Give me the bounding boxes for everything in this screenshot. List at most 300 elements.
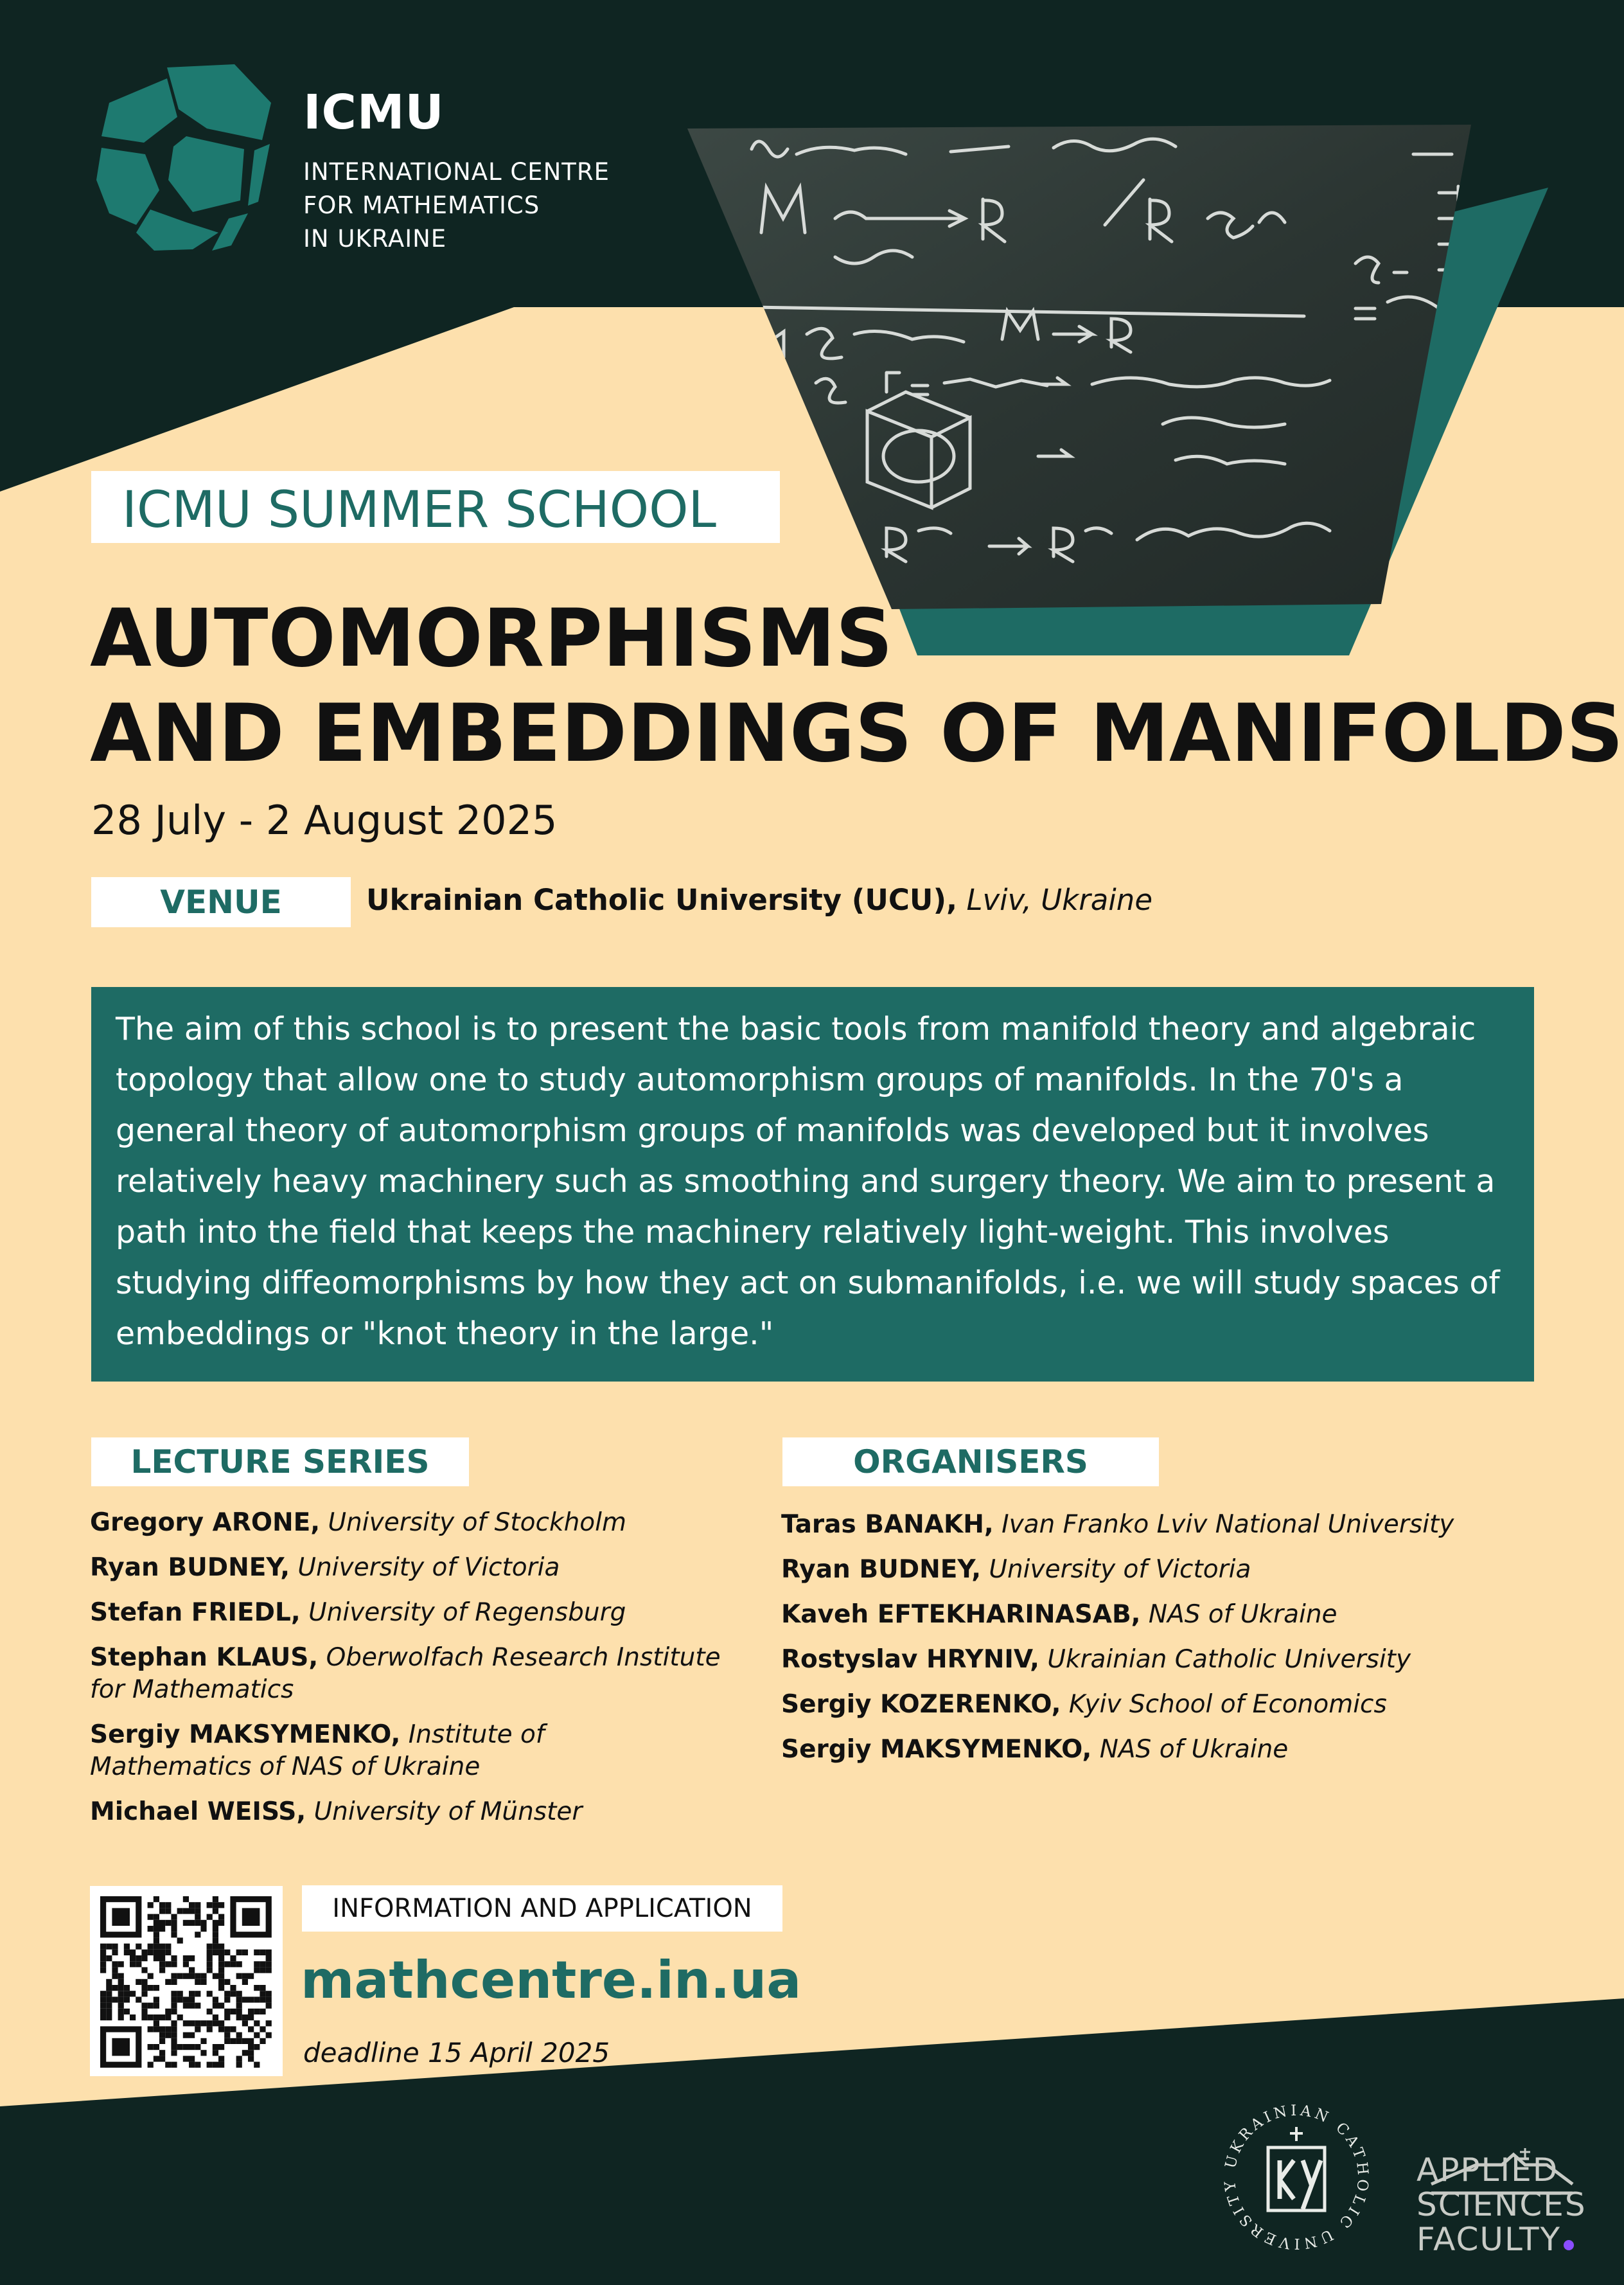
qr-module <box>154 2003 159 2009</box>
qr-module <box>248 2009 254 2014</box>
person-name: Gregory ARONE, <box>90 1508 321 1537</box>
qr-module <box>266 1950 272 1955</box>
qr-module <box>154 1950 159 1955</box>
qr-module <box>254 2062 260 2068</box>
qr-module <box>148 2026 154 2032</box>
qr-module <box>118 1961 124 1967</box>
qr-module <box>171 1991 177 1996</box>
qr-module <box>195 2026 200 2032</box>
person-affiliation: NAS of Ukraine <box>1099 1735 1289 1764</box>
qr-module <box>148 1950 154 1955</box>
qr-module <box>124 1944 130 1950</box>
person-affiliation: University of Münster <box>313 1797 583 1826</box>
asf-text-word: FACULTY <box>1417 2221 1562 2258</box>
qr-module <box>189 2044 195 2050</box>
qr-module <box>218 1950 224 1955</box>
qr-module <box>154 2020 159 2026</box>
qr-module <box>159 1967 165 1973</box>
qr-module <box>124 2009 130 2014</box>
qr-module <box>260 2038 265 2044</box>
qr-module <box>112 1985 118 1991</box>
qr-module <box>148 1902 154 1908</box>
qr-module <box>200 2050 206 2056</box>
list-item <box>781 1644 1552 1676</box>
qr-module <box>141 1967 147 1973</box>
qr-module <box>159 2038 165 2044</box>
qr-module <box>154 1996 159 2002</box>
qr-module <box>207 1967 213 1973</box>
list-item <box>781 1509 1552 1541</box>
qr-module <box>136 1961 141 1967</box>
qr-module <box>154 1920 159 1926</box>
school-label: ICMU SUMMER SCHOOL <box>122 481 716 539</box>
qr-module <box>148 1985 154 1991</box>
ucu-logo-icon <box>1215 2096 1377 2258</box>
list-item <box>90 1507 764 1539</box>
qr-module <box>213 2062 218 2068</box>
qr-module <box>141 2009 147 2014</box>
qr-module <box>224 2032 230 2038</box>
qr-module <box>171 1932 177 1937</box>
list-item <box>90 1552 764 1584</box>
qr-module <box>106 2003 112 2009</box>
qr-module <box>224 1979 230 1985</box>
qr-module <box>242 2020 248 2026</box>
qr-module <box>213 2014 218 2020</box>
qr-module <box>254 1967 260 1973</box>
qr-module <box>236 2003 242 2009</box>
qr-module <box>183 1908 189 1914</box>
qr-module <box>213 1902 218 1908</box>
qr-module <box>106 1996 112 2002</box>
website-link[interactable]: mathcentre.in.ua <box>301 1950 802 2010</box>
qr-module <box>159 1944 165 1950</box>
qr-module <box>130 1961 136 1967</box>
qr-module <box>183 1996 189 2002</box>
qr-module <box>213 2050 218 2056</box>
qr-module <box>254 1950 260 1955</box>
qr-module <box>141 2014 147 2020</box>
qr-module <box>200 1979 206 1985</box>
qr-module <box>189 2032 195 2038</box>
qr-module <box>183 2056 189 2061</box>
qr-module <box>189 1955 195 1961</box>
title-line: AUTOMORPHISMS <box>90 592 893 685</box>
qr-module <box>260 1950 265 1955</box>
qr-module <box>171 2020 177 2026</box>
asf-text-line <box>1417 2221 1574 2258</box>
deadline-text: deadline 15 April 2025 <box>303 2037 610 2068</box>
qr-module <box>171 1955 177 1961</box>
qr-module <box>242 1996 248 2002</box>
lecture-series-heading-box <box>91 1437 469 1486</box>
qr-module <box>218 1944 224 1950</box>
aim-paragraph: The aim of this school is to present the basic tools from manifold theory and algebraic topology that allow one to study automorphism groups of manifolds. In the 70's a general theory of automorphism groups of manifolds was developed but it involves relatively heavy machinery such as smoothing and surgery theory. We aim to present a path into the field that keeps the machinery relatively light-weight. This involves studying diffeomorphisms by how they act on submanifolds, i.e. we will study spaces of embeddings or "knot theory in the large." <box>116 1011 1500 1352</box>
person-name: Ryan BUDNEY, <box>781 1555 982 1584</box>
qr-module <box>266 2003 272 2009</box>
qr-module <box>171 2038 177 2044</box>
qr-module <box>183 1920 189 1926</box>
list-item <box>90 1796 764 1828</box>
qr-module <box>141 1955 147 1961</box>
qr-module <box>195 1908 200 1914</box>
qr-module <box>148 2003 154 2009</box>
qr-module <box>100 1967 106 1973</box>
qr-module <box>224 1996 230 2002</box>
qr-module <box>165 2032 171 2038</box>
qr-module <box>100 1961 106 1967</box>
qr-module <box>213 1926 218 1932</box>
qr-module <box>207 2062 213 2068</box>
qr-module <box>141 1985 147 1991</box>
qr-finder-inner <box>112 1908 130 1926</box>
qr-module <box>207 1991 213 1996</box>
qr-module <box>218 2056 224 2061</box>
person-affiliation: Kyiv School of Economics <box>1068 1690 1387 1719</box>
qr-module <box>148 1926 154 1932</box>
qr-module <box>106 1944 112 1950</box>
qr-module <box>171 2062 177 2068</box>
qr-module <box>254 1985 260 1991</box>
qr-module <box>218 1985 224 1991</box>
qr-module <box>112 1973 118 1979</box>
icmu-logo-icon <box>96 64 276 257</box>
qr-module <box>242 1973 248 1979</box>
qr-module <box>118 2014 124 2020</box>
qr-module <box>130 1991 136 1996</box>
ucu-ring-text: UKRAINIAN CATHOLIC UNIVERSITY <box>1221 2102 1372 2252</box>
qr-module <box>159 2056 165 2061</box>
qr-module <box>100 1991 106 1996</box>
qr-module <box>260 1996 265 2002</box>
qr-module <box>106 1955 112 1961</box>
qr-module <box>254 1996 260 2002</box>
qr-module <box>118 2009 124 2014</box>
qr-module <box>260 1991 265 1996</box>
person-affiliation: Ivan Franko Lviv National University <box>1002 1510 1454 1539</box>
qr-module <box>189 1973 195 1979</box>
qr-module <box>195 1920 200 1926</box>
qr-module <box>224 1961 230 1967</box>
qr-module <box>183 2044 189 2050</box>
qr-module <box>218 1914 224 1920</box>
organisers-list <box>781 1509 1552 1779</box>
qr-module <box>183 2032 189 2038</box>
qr-module <box>189 1908 195 1914</box>
qr-module <box>195 1902 200 1908</box>
qr-module <box>248 2044 254 2050</box>
venue-text <box>366 883 1152 917</box>
qr-module <box>213 1896 218 1902</box>
qr-module <box>106 1985 112 1991</box>
qr-module <box>207 1961 213 1967</box>
qr-module <box>224 2038 230 2044</box>
list-item <box>90 1719 694 1783</box>
qr-module <box>148 2044 154 2050</box>
qr-module <box>230 2009 236 2014</box>
qr-module <box>236 1991 242 1996</box>
qr-module <box>100 2009 106 2014</box>
qr-module <box>177 1991 183 1996</box>
qr-module <box>171 1979 177 1985</box>
qr-module <box>141 1991 147 1996</box>
qr-module <box>148 2014 154 2020</box>
qr-module <box>218 1961 224 1967</box>
qr-module <box>213 1932 218 1937</box>
qr-module <box>171 2003 177 2009</box>
qr-module <box>112 1967 118 1973</box>
qr-module <box>171 1914 177 1920</box>
page-title <box>90 591 1623 781</box>
qr-module <box>154 1932 159 1937</box>
lecturers-list <box>90 1507 764 1841</box>
qr-module <box>177 2014 183 2020</box>
qr-module <box>224 1991 230 1996</box>
qr-module <box>136 1955 141 1961</box>
qr-module <box>248 2038 254 2044</box>
qr-module <box>154 1937 159 1943</box>
title-line: AND EMBEDDINGS OF MANIFOLDS <box>90 688 1624 780</box>
qr-module <box>218 1979 224 1985</box>
qr-module <box>218 1967 224 1973</box>
qr-module <box>177 1937 183 1943</box>
qr-module <box>112 1950 118 1955</box>
qr-module <box>100 1955 106 1961</box>
qr-module <box>207 1914 213 1920</box>
qr-module <box>236 1950 242 1955</box>
person-name: Michael WEISS, <box>90 1797 306 1826</box>
qr-module <box>124 1996 130 2002</box>
qr-module <box>242 2050 248 2056</box>
qr-module <box>213 1937 218 1943</box>
qr-module <box>100 1944 106 1950</box>
qr-module <box>141 2003 147 2009</box>
qr-module <box>141 1950 147 1955</box>
qr-module <box>189 2020 195 2026</box>
qr-module <box>159 2032 165 2038</box>
qr-module <box>189 1920 195 1926</box>
person-affiliation: University of Stockholm <box>328 1508 626 1537</box>
qr-module <box>236 1961 242 1967</box>
qr-module <box>236 2009 242 2014</box>
qr-module <box>224 1950 230 1955</box>
qr-module <box>171 1996 177 2002</box>
qr-module <box>236 2062 242 2068</box>
qr-module <box>130 2014 136 2020</box>
qr-module <box>200 2038 206 2044</box>
qr-module <box>177 1996 183 2002</box>
qr-module <box>100 1996 106 2002</box>
qr-module <box>106 2014 112 2020</box>
qr-module <box>266 1996 272 2002</box>
school-label-box <box>91 471 780 543</box>
qr-module <box>254 2020 260 2026</box>
qr-module <box>207 2020 213 2026</box>
qr-module <box>136 1979 141 1985</box>
qr-module <box>189 1991 195 1996</box>
qr-module <box>230 1961 236 1967</box>
logo-line: FOR MATHEMATICS <box>303 191 540 219</box>
qr-module <box>159 2026 165 2032</box>
venue-label-box <box>91 877 351 927</box>
person-name: Rostyslav HRYNIV, <box>781 1645 1039 1674</box>
qr-module <box>260 1967 265 1973</box>
qr-module <box>230 2038 236 2044</box>
qr-module <box>154 1944 159 1950</box>
qr-module <box>159 1908 165 1914</box>
person-name: Sergiy KOZERENKO, <box>781 1690 1061 1719</box>
qr-module <box>248 1996 254 2002</box>
qr-module <box>154 1985 159 1991</box>
qr-module <box>207 1950 213 1955</box>
qr-module <box>106 2009 112 2014</box>
qr-module <box>242 2014 248 2020</box>
qr-module <box>124 1985 130 1991</box>
qr-module <box>112 1944 118 1950</box>
qr-module <box>200 1926 206 1932</box>
qr-module <box>207 1902 213 1908</box>
qr-module <box>165 1920 171 1926</box>
logo-full-name <box>303 156 610 256</box>
person-name: Stephan KLAUS, <box>90 1643 319 1672</box>
qr-module <box>218 2062 224 2068</box>
qr-module <box>159 1920 165 1926</box>
qr-module <box>171 2009 177 2014</box>
qr-module <box>218 2003 224 2009</box>
qr-module <box>183 1961 189 1967</box>
logo-short-name: ICMU <box>303 85 445 140</box>
qr-module <box>154 1955 159 1961</box>
qr-module <box>213 1996 218 2002</box>
qr-module <box>165 1902 171 1908</box>
qr-module <box>148 2062 154 2068</box>
qr-module <box>171 1973 177 1979</box>
svg-text:UKRAINIAN CATHOLIC UNIVERSITY <box>1222 2103 1372 2252</box>
qr-code-icon[interactable] <box>90 1886 283 2076</box>
qr-module <box>200 1973 206 1979</box>
qr-module <box>213 1950 218 1955</box>
qr-module <box>141 1979 147 1985</box>
qr-module <box>154 2026 159 2032</box>
qr-module <box>171 1926 177 1932</box>
qr-module <box>124 1991 130 1996</box>
asf-text-line: SCIENCES <box>1417 2186 1587 2223</box>
qr-module <box>236 1996 242 2002</box>
person-affiliation: Oberwolfach Research Institute for Mathematics <box>90 1643 721 1704</box>
qr-module <box>266 1991 272 1996</box>
qr-module <box>159 2050 165 2056</box>
qr-module <box>230 1985 236 1991</box>
qr-module <box>248 2014 254 2020</box>
qr-module <box>236 2032 242 2038</box>
qr-module <box>218 2044 224 2050</box>
qr-module <box>200 2020 206 2026</box>
qr-module <box>106 1991 112 1996</box>
qr-module <box>130 1950 136 1955</box>
qr-module <box>254 2032 260 2038</box>
qr-module <box>171 2044 177 2050</box>
organisers-heading: ORGANISERS <box>853 1443 1088 1480</box>
qr-module <box>254 1961 260 1967</box>
qr-module <box>266 1967 272 1973</box>
venue-label: VENUE <box>160 884 282 921</box>
qr-module <box>112 1961 118 1967</box>
qr-module <box>266 2032 272 2038</box>
person-name: Kaveh EFTEKHARINASAB, <box>781 1600 1141 1629</box>
qr-module <box>236 2056 242 2061</box>
qr-module <box>183 1955 189 1961</box>
qr-module <box>171 1920 177 1926</box>
qr-module <box>165 2014 171 2020</box>
organisers-heading-box <box>782 1437 1159 1486</box>
qr-finder-inner <box>112 2038 130 2056</box>
person-name: Ryan BUDNEY, <box>90 1553 290 1582</box>
qr-module <box>165 1979 171 1985</box>
qr-module <box>171 1961 177 1967</box>
qr-module <box>177 1908 183 1914</box>
qr-module <box>154 1896 159 1902</box>
qr-module <box>183 2020 189 2026</box>
qr-module <box>154 2056 159 2061</box>
qr-module <box>165 2026 171 2032</box>
person-name: Sergiy MAKSYMENKO, <box>90 1720 401 1749</box>
list-item <box>781 1689 1552 1721</box>
qr-module <box>266 2020 272 2026</box>
qr-module <box>159 1902 165 1908</box>
qr-module <box>177 2044 183 2050</box>
qr-module <box>130 1955 136 1961</box>
qr-module <box>260 2026 265 2032</box>
qr-module <box>213 1920 218 1926</box>
qr-module <box>195 1979 200 1985</box>
asf-dot-icon <box>1564 2240 1574 2250</box>
person-affiliation: Ukrainian Catholic University <box>1047 1645 1411 1674</box>
qr-module <box>224 2014 230 2020</box>
qr-module <box>242 1979 248 1985</box>
qr-module <box>189 1902 195 1908</box>
qr-module <box>195 2020 200 2026</box>
qr-module <box>154 2044 159 2050</box>
info-label-box <box>302 1885 782 1932</box>
qr-module <box>218 1955 224 1961</box>
qr-module <box>260 1961 265 1967</box>
qr-module <box>218 1920 224 1926</box>
qr-finder-inner <box>242 1908 260 1926</box>
qr-module <box>213 1973 218 1979</box>
qr-module <box>159 1926 165 1932</box>
qr-module <box>148 1973 154 1979</box>
qr-module <box>106 1979 112 1985</box>
qr-module <box>230 1955 236 1961</box>
qr-module <box>195 1932 200 1937</box>
qr-module <box>254 2044 260 2050</box>
qr-module <box>118 1979 124 1985</box>
qr-module <box>248 2050 254 2056</box>
qr-module <box>159 1955 165 1961</box>
qr-module <box>171 2032 177 2038</box>
qr-module <box>183 2003 189 2009</box>
logo-line: IN UKRAINE <box>303 225 447 253</box>
person-affiliation: University of Victoria <box>297 1553 560 1582</box>
qr-module <box>207 2026 213 2032</box>
qr-module <box>195 1973 200 1979</box>
qr-module <box>266 1961 272 1967</box>
qr-module <box>165 1908 171 1914</box>
list-item <box>781 1554 1552 1586</box>
qr-module <box>136 1944 141 1950</box>
qr-module <box>165 2062 171 2068</box>
qr-module <box>165 1961 171 1967</box>
